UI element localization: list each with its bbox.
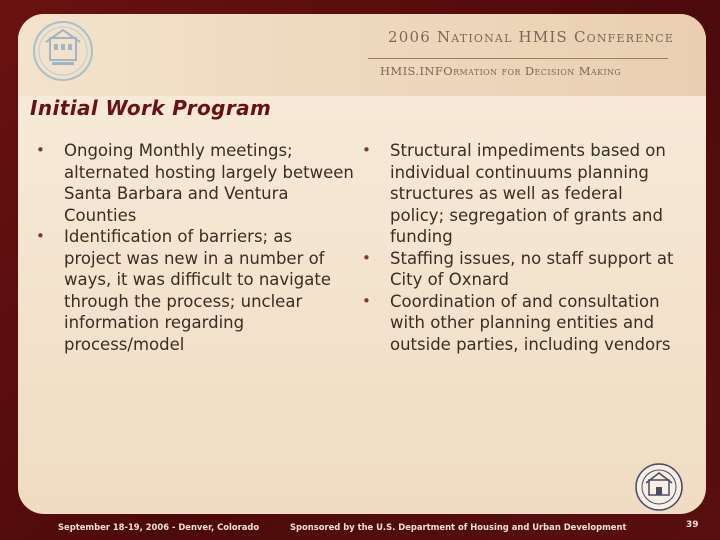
header-band — [18, 14, 706, 96]
list-item — [360, 248, 680, 291]
list-item — [34, 226, 354, 355]
hud-seal-icon — [634, 462, 684, 512]
header-divider — [368, 58, 668, 59]
list-item — [360, 140, 680, 248]
bullet-dot: • — [36, 141, 45, 159]
list-item — [360, 291, 680, 356]
bullet-text: Staffing issues, no staff support at City of Oxnard — [390, 248, 674, 289]
right-bullet-list — [360, 140, 680, 355]
bullet-dot: • — [362, 141, 371, 159]
bullet-dot: • — [362, 248, 371, 267]
footer-date-location: September 18-19, 2006 - Denver, Colorado — [58, 522, 260, 532]
bullet-text: Coordination of and consultation with other planning entities and outside parties, including vendors — [390, 291, 671, 354]
footer-sponsor: Sponsored by the U.S. Department of Housing and Urban Development — [290, 522, 627, 532]
bullet-dot: • — [362, 291, 371, 310]
conference-subtitle: HMIS.INFOrmation for Decision Making — [380, 64, 622, 78]
slide-title: Initial Work Program — [30, 96, 272, 120]
bullet-text: Structural impediments based on individual continuums planning structures as well as federal policy; segregation of grants and funding — [390, 141, 666, 246]
conference-title: 2006 National HMIS Conference — [388, 28, 675, 46]
list-item — [34, 140, 354, 226]
page-number: 39 — [686, 520, 699, 530]
bullet-text: Identification of barriers; as project was new in a number of ways, it was difficult to navigate through the process; unclear information regarding process/model — [64, 227, 331, 354]
left-bullet-list — [34, 140, 354, 355]
bullet-dot: • — [36, 227, 45, 245]
hud-logo-icon — [30, 18, 96, 84]
bullet-text: Ongoing Monthly meetings; alternated hosting largely between Santa Barbara and Ventura Counties — [64, 141, 354, 225]
